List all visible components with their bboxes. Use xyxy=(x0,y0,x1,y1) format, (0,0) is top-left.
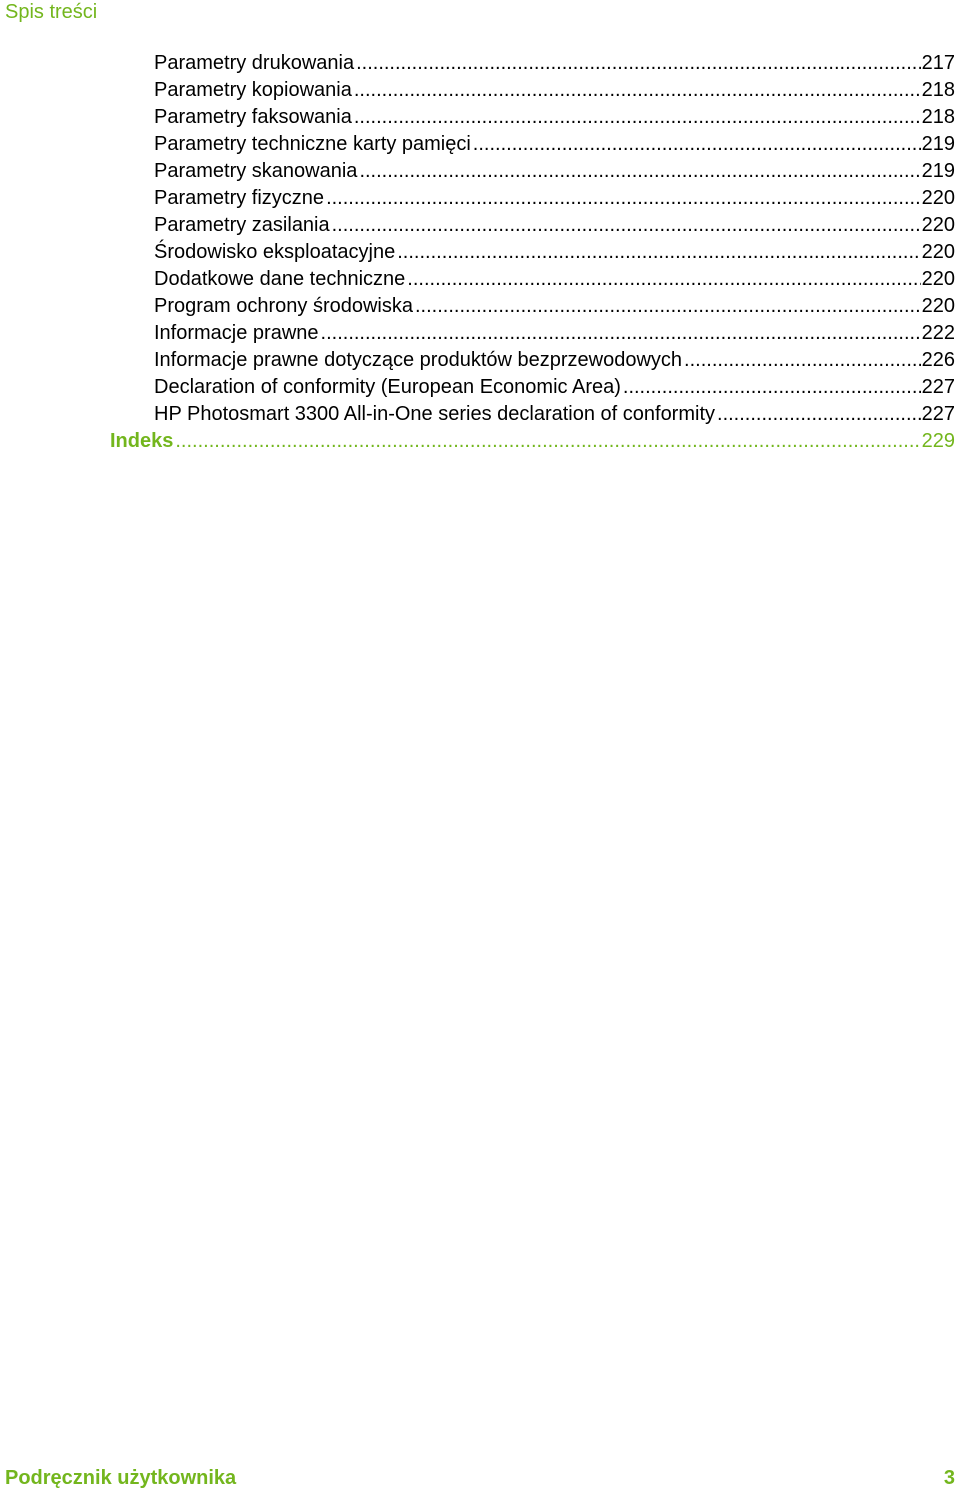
toc-entry[interactable] xyxy=(154,347,955,374)
page-footer xyxy=(5,1466,955,1490)
toc-entry-label: Parametry zasilania xyxy=(154,214,330,236)
toc-leader-dots xyxy=(326,185,921,212)
toc-entry-page: 220 xyxy=(921,187,955,209)
toc-entry-page: 227 xyxy=(921,403,955,425)
toc-entry[interactable] xyxy=(154,374,955,401)
toc-entry-label: Parametry skanowania xyxy=(154,160,358,182)
toc-leader-dots xyxy=(415,293,921,320)
toc-entry-page: 218 xyxy=(921,106,955,128)
toc-entry[interactable] xyxy=(154,104,955,131)
toc-leader-dots xyxy=(407,266,920,293)
toc-entry[interactable] xyxy=(154,401,955,428)
toc-leader-dots xyxy=(473,131,921,158)
toc-entry-label: Parametry fizyczne xyxy=(154,187,325,209)
toc-leader-dots xyxy=(332,212,921,239)
toc-entry-label: Środowisko eksploatacyjne xyxy=(154,241,396,263)
toc-entry[interactable] xyxy=(154,239,955,266)
toc-entry-index[interactable] xyxy=(110,428,955,455)
footer-book-title: Podręcznik użytkownika xyxy=(5,1467,237,1489)
toc-entry[interactable] xyxy=(154,266,955,293)
toc-entry-label: Dodatkowe dane techniczne xyxy=(154,268,406,290)
toc-entry-page: 219 xyxy=(921,160,955,182)
toc-entry-page: 229 xyxy=(921,430,955,452)
toc-entry-label: Parametry kopiowania xyxy=(154,79,352,101)
toc-entry-page: 227 xyxy=(921,376,955,398)
toc-entry[interactable] xyxy=(154,158,955,185)
toc-entry[interactable] xyxy=(154,131,955,158)
toc-leader-dots xyxy=(356,50,921,77)
toc-entry-page: 217 xyxy=(921,52,955,74)
toc-entry-label: Program ochrony środowiska xyxy=(154,295,413,317)
toc-leader-dots xyxy=(354,104,921,131)
toc-leader-dots xyxy=(175,428,920,455)
toc-entry-page: 220 xyxy=(921,268,955,290)
toc-entry[interactable] xyxy=(154,185,955,212)
toc-entry-label: Parametry faksowania xyxy=(154,106,352,128)
toc-entry[interactable] xyxy=(154,320,955,347)
toc-entry[interactable] xyxy=(154,50,955,77)
toc-entry-page: 222 xyxy=(921,322,955,344)
toc-leader-dots xyxy=(354,77,921,104)
toc-entry-page: 220 xyxy=(921,295,955,317)
toc-leader-dots xyxy=(397,239,920,266)
toc-leader-dots xyxy=(684,347,921,374)
toc-entry-page: 218 xyxy=(921,79,955,101)
toc-entry-label: Parametry drukowania xyxy=(154,52,355,74)
toc-entry-page: 220 xyxy=(921,241,955,263)
toc-leader-dots xyxy=(359,158,920,185)
toc-leader-dots xyxy=(717,401,921,428)
toc-entry-page: 219 xyxy=(921,133,955,155)
toc-entry-page: 226 xyxy=(921,349,955,371)
toc-entry-label: Informacje prawne dotyczące produktów bezprzewodowych xyxy=(154,349,683,371)
toc-leader-dots xyxy=(623,374,921,401)
toc-entry[interactable] xyxy=(154,293,955,320)
toc-entry-label: Parametry techniczne karty pamięci xyxy=(154,133,471,155)
toc-entry-label: Informacje prawne xyxy=(154,322,319,344)
toc-entry[interactable] xyxy=(154,77,955,104)
toc-entry-label: Declaration of conformity (European Economic Area) xyxy=(154,376,621,398)
toc-entry-page: 220 xyxy=(921,214,955,236)
footer-page-number: 3 xyxy=(943,1467,955,1489)
toc-entry-label: HP Photosmart 3300 All-in-One series declaration of conformity xyxy=(154,403,716,425)
toc-leader-dots xyxy=(321,320,921,347)
page-header-title: Spis treści xyxy=(5,1,98,23)
toc-entry[interactable] xyxy=(154,212,955,239)
table-of-contents xyxy=(0,50,955,455)
toc-entry-label: Indeks xyxy=(110,430,174,452)
